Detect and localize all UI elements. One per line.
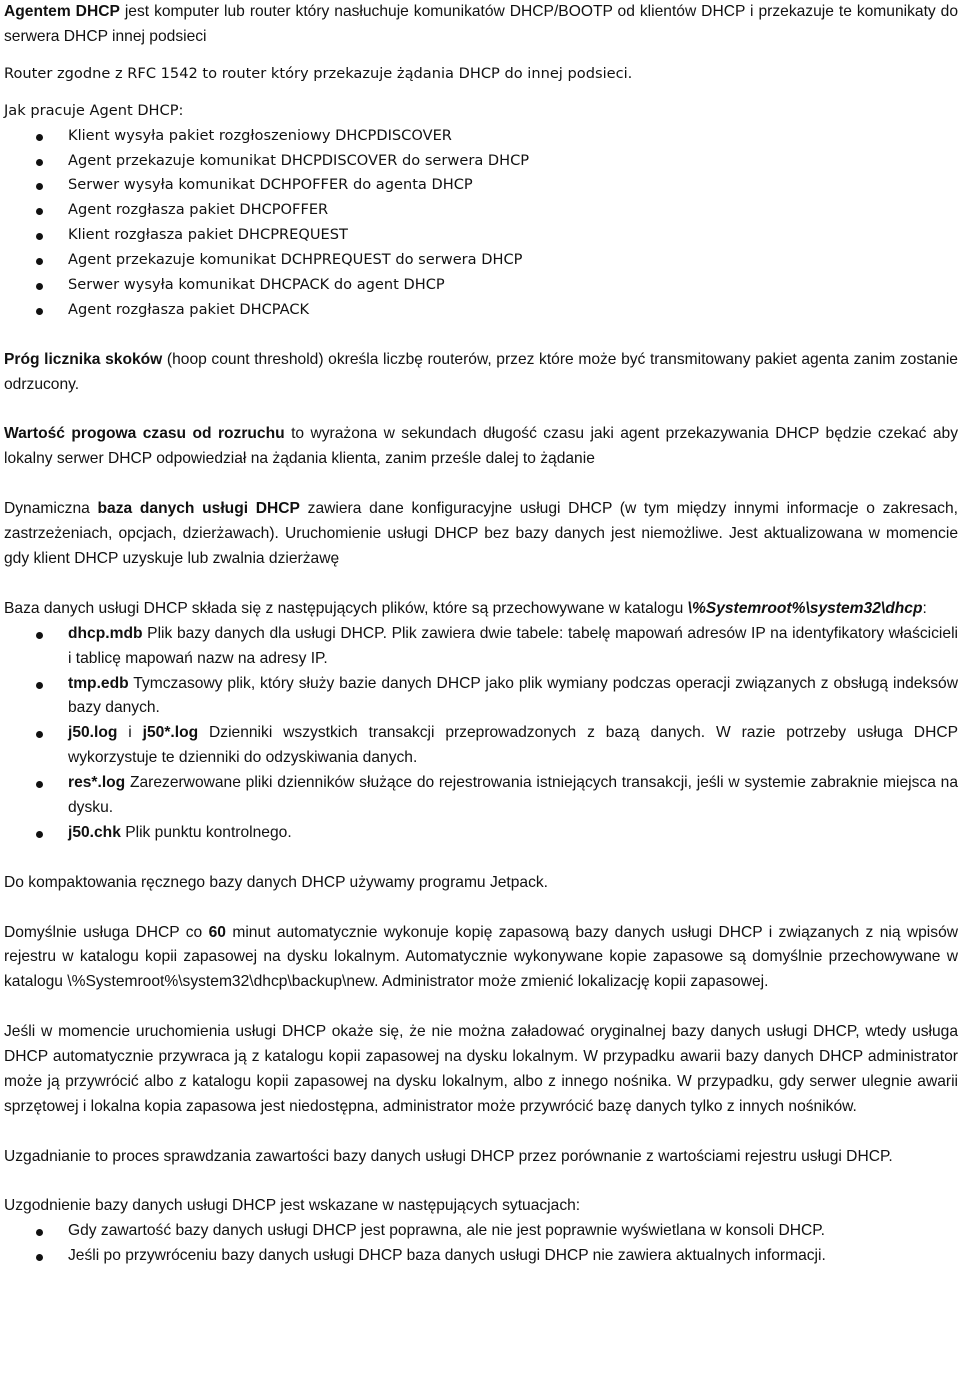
list-item: tmp.edb Tymczasowy plik, który służy bazie danych DHCP jako plik wymiany podczas operacji związanych z obsługą indeksów bazy danych.	[4, 672, 958, 722]
paragraph-jetpack: Do kompaktowania ręcznego bazy danych DHCP używamy programu Jetpack.	[4, 873, 549, 891]
term-database: baza danych usługi DHCP	[97, 500, 300, 518]
list-item: Jeśli po przywróceniu bazy danych usługi DHCP baza danych usługi DHCP nie zawiera aktualnych informacji.	[4, 1244, 958, 1269]
files-list	[4, 622, 958, 846]
paragraph-backup: Domyślnie usługa DHCP co 60 minut automatycznie wykonuje kopię zapasową bazy danych usługi DHCP i związanych z nią wpisów rejestru w katalogu kopii zapasowej na dysku lokalnym. Automatycznie wykonywane kopie zapasowe są domyślnie przechowywane w katalogu \%Systemroot%\system32\dhcp\backup\new. Administrator może zmienić lokalizację kopii zapasowej.	[4, 923, 958, 991]
paragraph-agent-definition: Agentem DHCP jest komputer lub router który nasłuchuje komunikatów DHCP/BOOTP od klientów DHCP i przekazuje te komunikaty do serwera DHCP innej podsieci	[4, 3, 959, 45]
list-item: Agent rozgłasza pakiet DHCPACK	[4, 298, 958, 323]
term-agent-dhcp: Agentem DHCP	[4, 3, 120, 20]
document-body	[4, 0, 958, 1269]
list-item: Agent rozgłasza pakiet DHCPOFFER	[4, 198, 958, 223]
list-item: Gdy zawartość bazy danych usługi DHCP jest poprawna, ale nie jest poprawnie wyświetlana w konsoli DHCP.	[4, 1219, 958, 1244]
list-item: Serwer wysyła komunikat DHCPACK do agent DHCP	[4, 273, 958, 298]
paragraph-reconcile-situations: Uzgodnienie bazy danych usługi DHCP jest wskazane w następujących sytuacjach:	[4, 1197, 581, 1215]
backup-interval: 60	[208, 923, 226, 941]
paragraph-hop-count: Próg licznika skoków (hoop count threshold) określa liczbę routerów, przez które może być transmitowany pakiet agenta zanim zostanie odrzucony.	[4, 350, 958, 393]
paragraph-reconcile-definition: Uzgadnianie to proces sprawdzania zawartości bazy danych usługi DHCP przez porównanie z wartościami rejestru usługi DHCP.	[4, 1147, 893, 1165]
list-item: j50.chk Plik punktu kontrolnego.	[4, 821, 958, 846]
heading-how-agent-works: Jak pracuje Agent DHCP:	[4, 101, 184, 119]
list-item: res*.log Zarezerwowane pliki dzienników służące do rejestrowania istniejących transakcji, jeśli w systemie zabraknie miejsca na dysku.	[4, 771, 958, 821]
paragraph-dynamic-database: Dynamiczna baza danych usługi DHCP zawiera dane konfiguracyjne usługi DHCP (w tym między innymi informacje o zakresach, zastrzeżeniach, opcjach, dzierżawach). Uruchomienie usługi DHCP bez bazy danych jest niemożliwe. Jest aktualizowana w momencie gdy klient DHCP uzyskuje lub zwalnia dzierżawę	[4, 500, 958, 567]
list-item: j50.log i j50*.log Dzienniki wszystkich transakcji przeprowadzonych z bazą danych. W razie potrzeby usługa DHCP wykorzystuje te dzienniki do odzyskiwania danych.	[4, 721, 958, 771]
path-dhcp-folder: \%Systemroot%\system32\dhcp	[687, 599, 923, 617]
term-hop-count: Próg licznika skoków	[4, 350, 163, 368]
list-item: Klient wysyła pakiet rozgłoszeniowy DHCPDISCOVER	[4, 124, 958, 149]
situations-list	[4, 1219, 958, 1269]
list-item: Serwer wysyła komunikat DCHPOFFER do agenta DHCP	[4, 173, 958, 198]
paragraph-boot-threshold: Wartość progowa czasu od rozruchu to wyrażona w sekundach długość czasu jaki agent przekazywania DHCP będzie czekać aby lokalny serwer DHCP odpowiedział na żądania klienta, zanim prześle dalej to żądanie	[4, 425, 958, 468]
paragraph-rfc-router: Router zgodne z RFC 1542 to router który przekazuje żądania DHCP do innej podsieci.	[4, 64, 633, 82]
list-item: dhcp.mdb Plik bazy danych dla usługi DHCP. Plik zawiera dwie tabele: tabelę mapowań adresów IP na identyfikatory właścicieli i tablicę mapowań nazw na adresy IP.	[4, 622, 958, 672]
list-item: Agent przekazuje komunikat DCHPREQUEST do serwera DHCP	[4, 248, 958, 273]
list-item: Agent przekazuje komunikat DHCPDISCOVER do serwera DHCP	[4, 149, 958, 174]
term-boot-threshold: Wartość progowa czasu od rozruchu	[4, 425, 285, 443]
steps-list	[4, 124, 958, 323]
paragraph-database-files: Baza danych usługi DHCP składa się z następujących plików, które są przechowywane w katalogu \%Systemroot%\system32\dhcp:	[4, 599, 927, 617]
list-item: Klient rozgłasza pakiet DHCPREQUEST	[4, 223, 958, 248]
paragraph-restore: Jeśli w momencie uruchomienia usługi DHCP okaże się, że nie można załadować oryginalnej bazy danych usługi DHCP, wtedy usługa DHCP automatycznie przywraca ją z katalogu kopii zapasowej na dysku lokalnym. W przypadku awarii bazy danych DHCP administrator może ją przywrócić albo z katalogu kopii zapasowej na dysku lokalnym, albo z innego nośnika. W przypadku, gdy serwer ulegnie awarii sprzętowej i lokalna kopia zapasowa jest niedostępna, administrator może przywrócić bazę danych tylko z innych nośników.	[4, 1023, 958, 1115]
